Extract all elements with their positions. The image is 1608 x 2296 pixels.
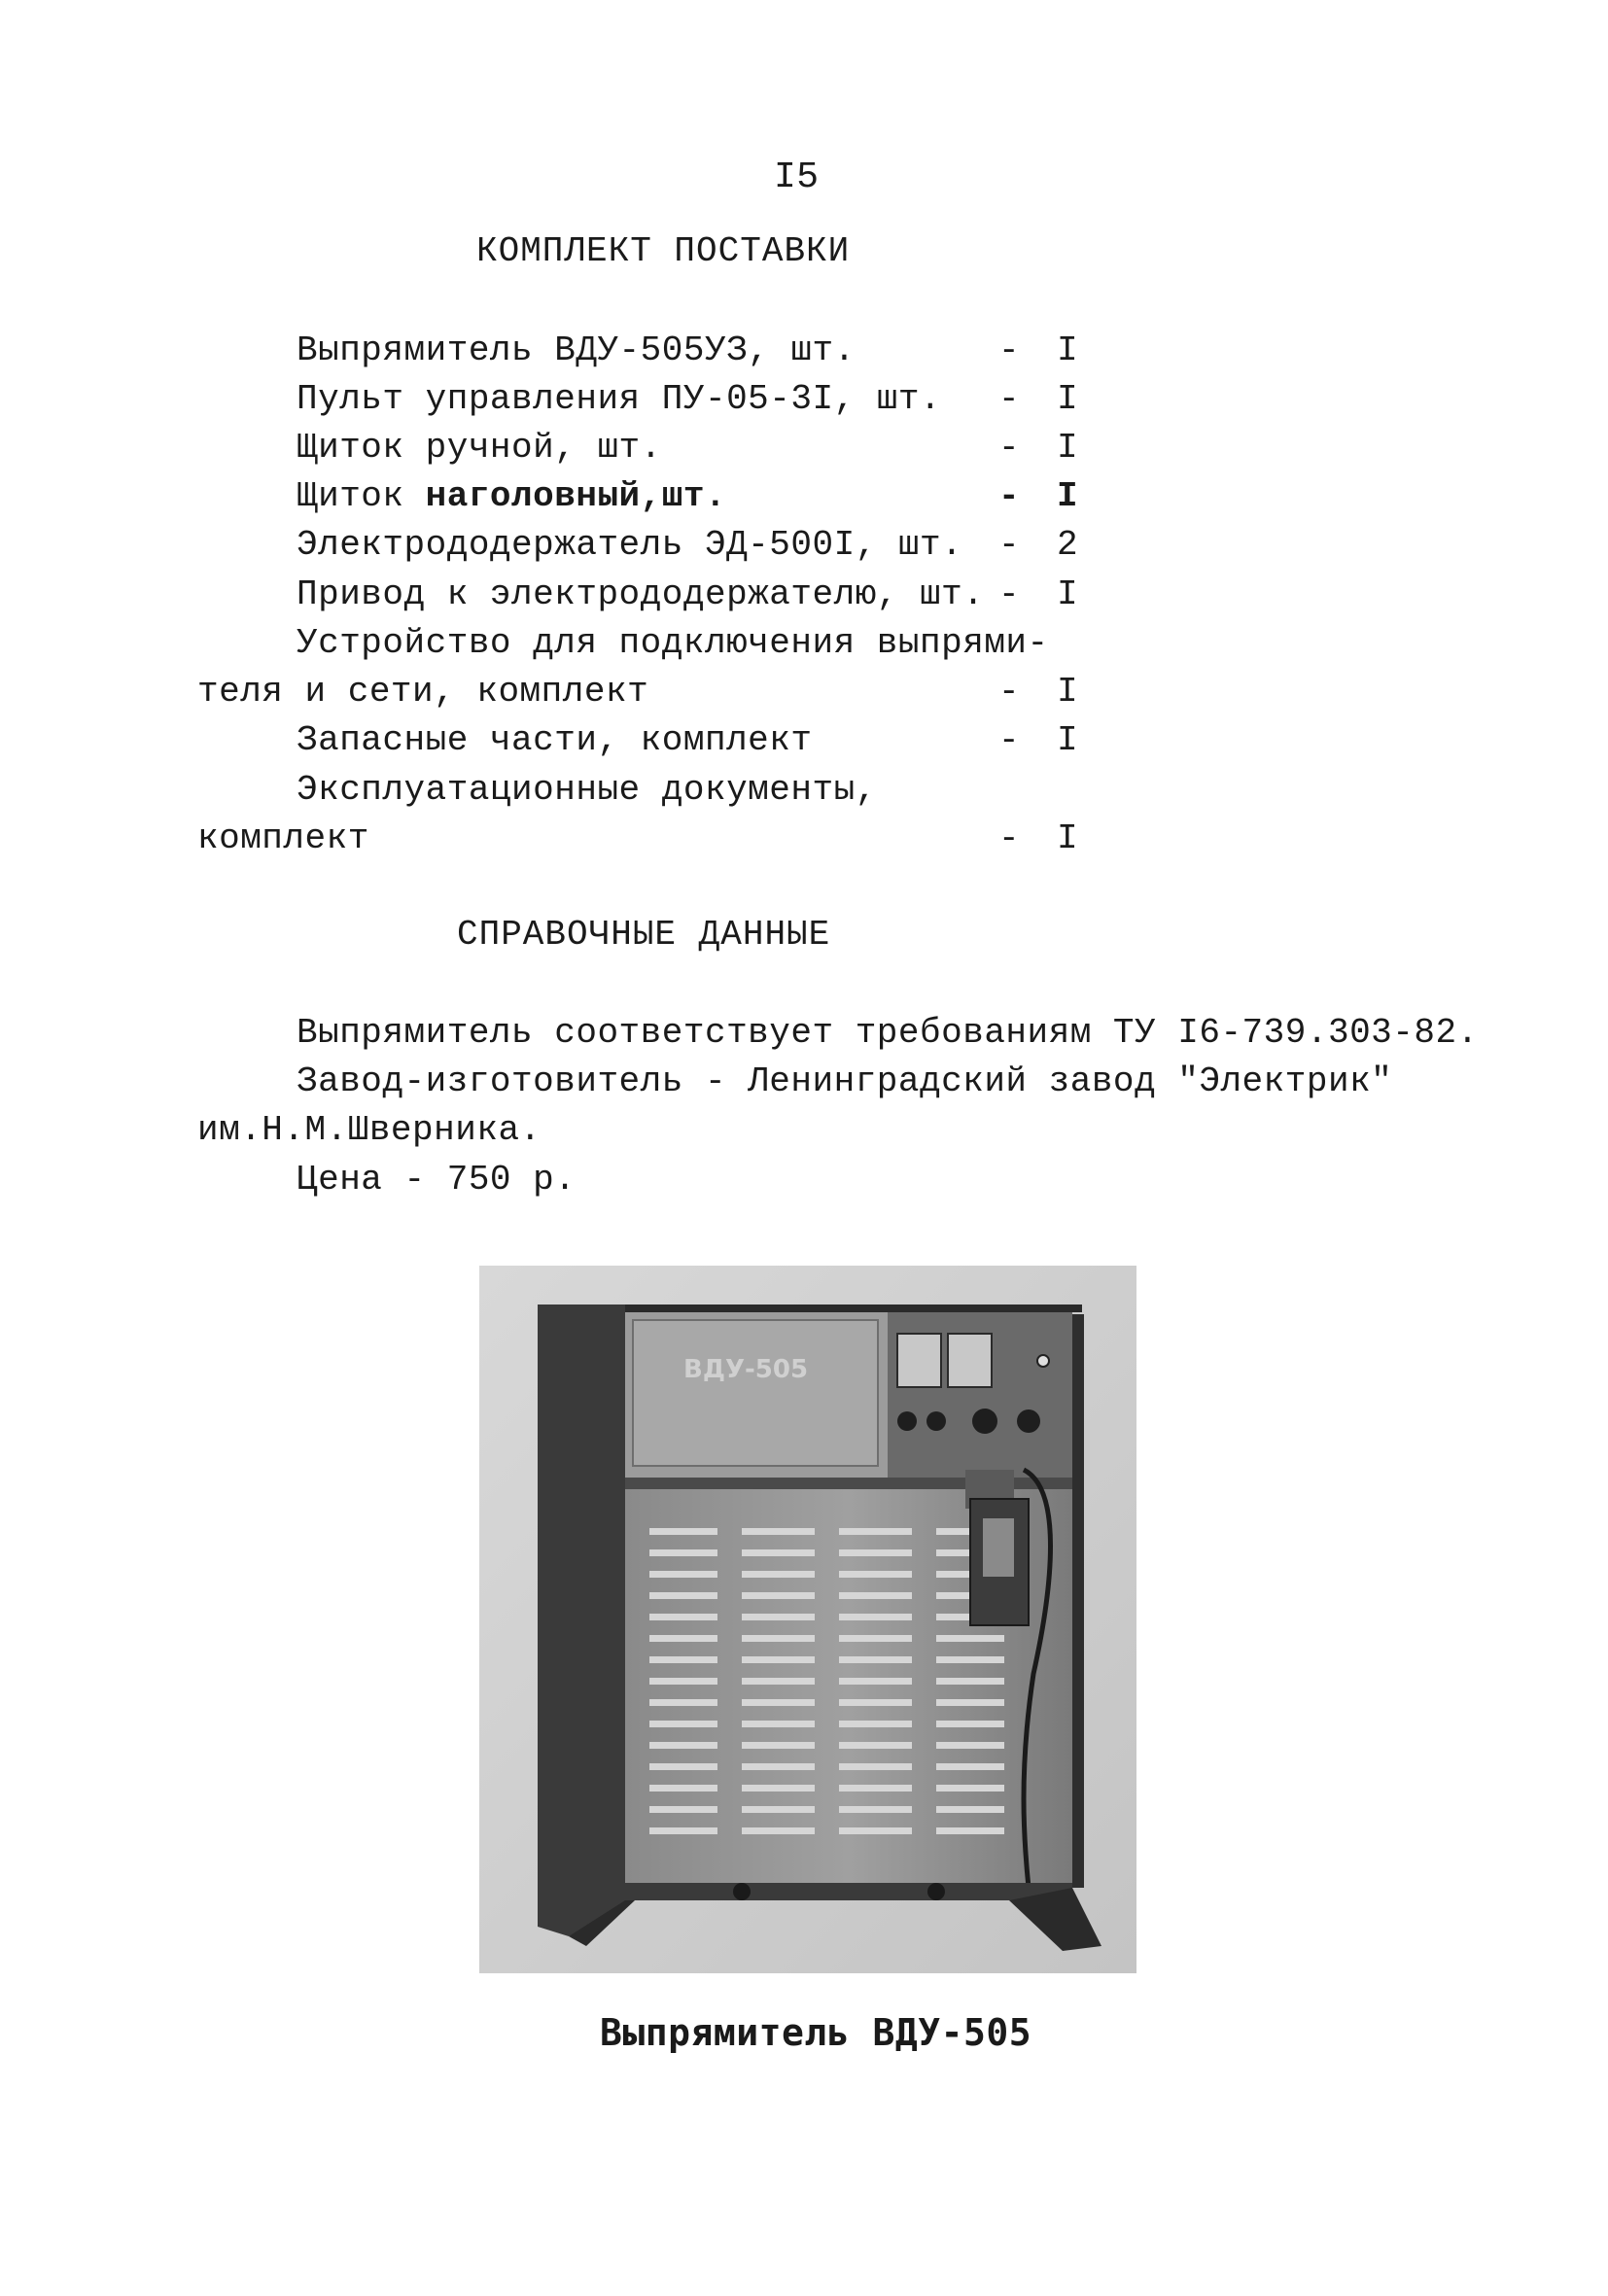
item-text-normal: Щиток [297,476,426,516]
reference-line-price: Цена - 750 р. [297,1160,577,1200]
meter-gauge-left [897,1334,941,1387]
reference-line-manufacturer: Завод-изготовитель - Ленинградский завод "Электрик" [297,1061,1393,1101]
item-quantity: I [1056,574,1079,614]
item-quantity: I [1056,330,1079,370]
item-text: Щиток ручной, шт. [297,428,662,468]
item-text-line1: Устройство для подключения выпрями- [297,623,1049,663]
item-dash: - [997,428,1021,468]
item-dash: - [997,379,1021,419]
item-dash: - [997,720,1021,760]
item-quantity: I [1056,818,1079,858]
item-text-line2: теля и сети, комплект [197,672,649,712]
item-text-line1: Эксплуатационные документы, [297,770,877,810]
item-dash: - [997,672,1021,712]
meter-gauge-right [948,1334,992,1387]
panel-label: ВДУ-505 [683,1355,809,1384]
control-knob [1017,1409,1040,1433]
item-quantity: I [1056,476,1079,516]
item-text: Пульт управления ПУ-05-3I, шт. [297,379,942,419]
item-quantity: I [1056,672,1079,712]
item-dash: - [997,574,1021,614]
figure-caption: Выпрямитель ВДУ-505 [600,2011,1032,2054]
rectifier-illustration [479,1266,1136,1973]
reference-line-manufacturer-name: им.Н.М.Шверника. [197,1110,542,1150]
delivery-set-heading: КОМПЛЕКТ ПОСТАВКИ [476,231,851,271]
control-knob [926,1411,946,1431]
reference-line-spec: Выпрямитель соответствует требованиям ТУ I6-739.303-82. [297,1013,1479,1053]
item-quantity: I [1056,428,1079,468]
page-number: I5 [774,157,820,198]
item-quantity: I [1056,379,1079,419]
item-dash: - [997,818,1021,858]
item-dash: - [997,525,1021,565]
item-text: Электрододержатель ЭД-500I, шт. [297,525,963,565]
reference-data-heading: СПРАВОЧНЫЕ ДАННЫЕ [457,915,831,955]
item-text: Привод к электрододержателю, шт. [297,574,985,614]
control-knob [897,1411,917,1431]
item-text-line2: комплект [197,818,369,858]
item-dash: - [997,476,1021,516]
item-text-bold: наголовный,шт. [425,476,727,516]
item-quantity: I [1056,720,1079,760]
item-text: Выпрямитель ВДУ-505УЗ, шт. [297,330,856,370]
indicator-light [1037,1355,1049,1367]
item-text [297,472,726,521]
item-dash: - [997,330,1021,370]
control-knob [972,1409,997,1434]
item-text: Запасные части, комплект [297,720,813,760]
rectifier-photo [479,1266,1136,1973]
item-quantity: 2 [1056,525,1079,565]
